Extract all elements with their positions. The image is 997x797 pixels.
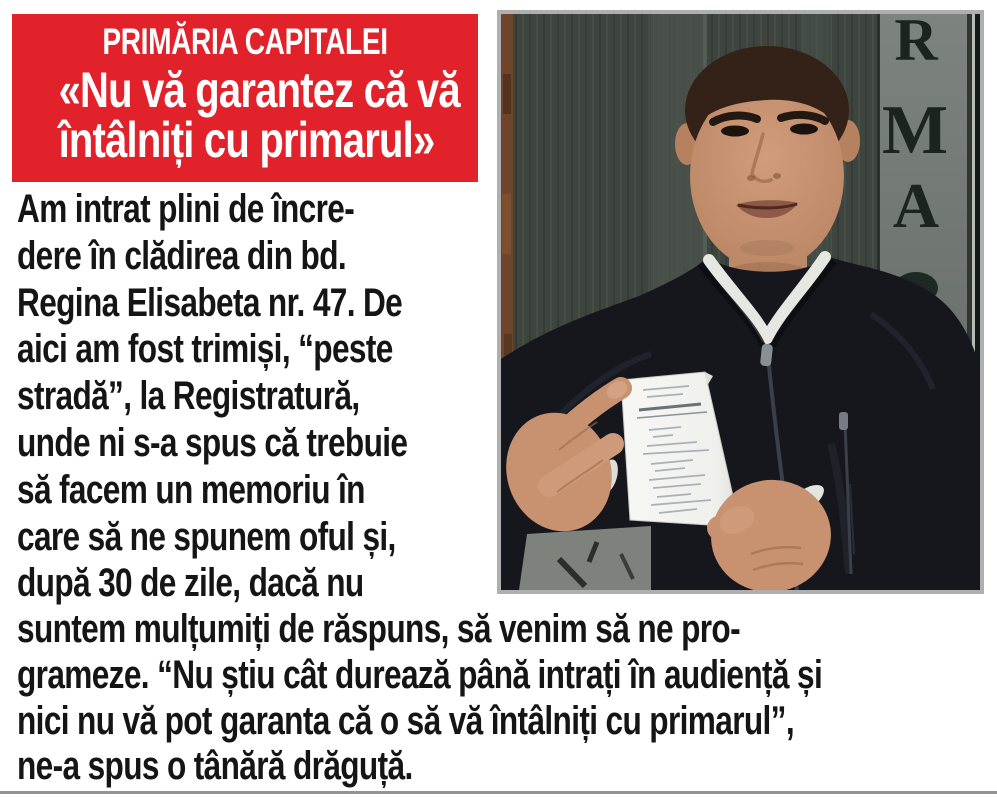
headline-text	[12, 62, 478, 168]
article-text-column	[17, 186, 495, 607]
headline-line: întâlniți cu primarul»	[58, 112, 435, 168]
bottom-divider-rule	[0, 791, 997, 794]
kicker-text: PRIMĂRIA CAPITALEI	[102, 21, 388, 62]
body-text-line: grameze. “Nu știu cât durează până intrați în audiență și	[17, 652, 823, 697]
eyes	[721, 126, 749, 137]
sign-letter-r: R	[894, 14, 938, 73]
body-text-line: să facem un memoriu în	[17, 467, 365, 512]
body-text-line: Regina Elisabeta nr. 47. De	[17, 280, 403, 325]
body-text-line: unde ni s-a spus că trebuie	[17, 420, 408, 465]
zipper-pull	[760, 344, 773, 367]
body-text-line: Am intrat plini de încre-	[17, 187, 355, 231]
body-text-line: aici am fost trimiși, “peste	[17, 327, 393, 372]
body-text-line: nici nu vă pot garanta că o să vă întâlniți cu primarul”,	[17, 698, 795, 743]
body-text-line: suntem mulțumiți de răspuns, să venim să ne pro-	[17, 607, 740, 651]
article-text-full-width	[17, 607, 995, 790]
body-text-line: care să ne spunem oful și,	[17, 514, 396, 559]
body-text-line: stradă”, la Registratură,	[17, 374, 360, 419]
headline-banner	[12, 14, 478, 182]
sign-letter-a: A	[892, 170, 940, 241]
sign-letter-m: M	[881, 92, 949, 169]
pocket-zipper-pull	[839, 412, 848, 430]
body-text-line: după 30 de zile, dacă nu	[17, 561, 364, 606]
stone-ledge	[519, 526, 651, 590]
photo-of-man-holding-receipt	[501, 14, 980, 590]
body-text-line: dere în clădirea din bd.	[17, 233, 347, 278]
news-photo	[497, 10, 984, 594]
headline-line: «Nu vă garantez că vă	[58, 62, 460, 118]
body-text-line: ne-a spus o tânără drăguță.	[17, 744, 413, 789]
